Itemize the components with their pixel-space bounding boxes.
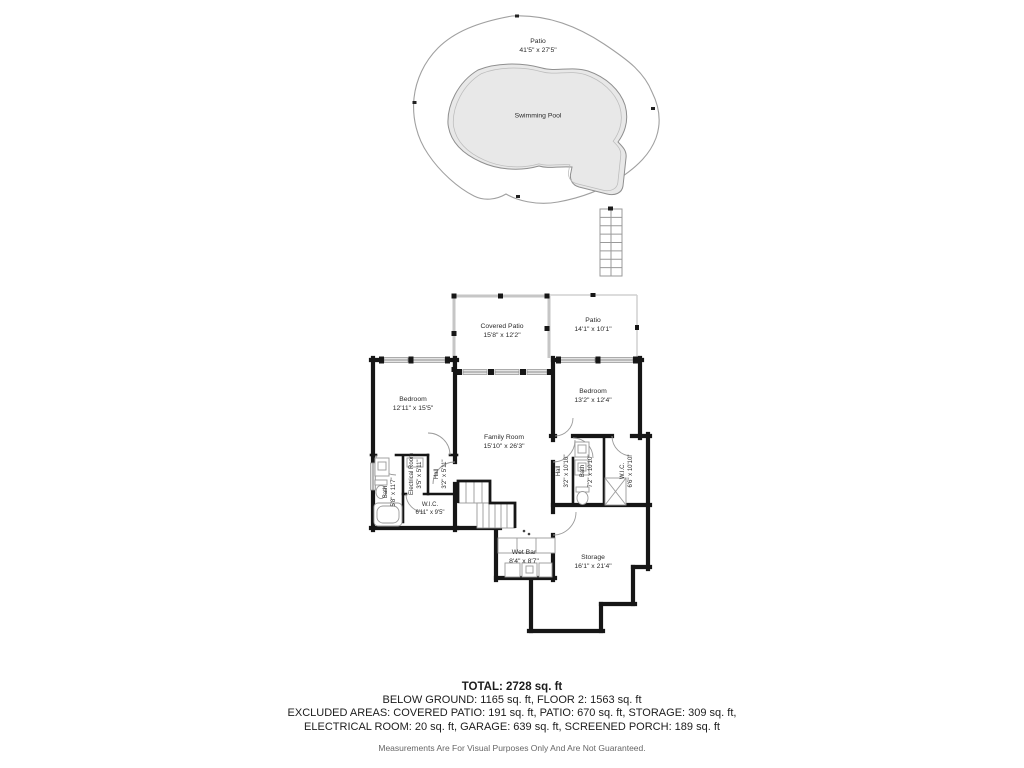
room-label-wet-bar (509, 548, 539, 566)
room-label-storage (574, 553, 611, 571)
room-dims: 16'1" x 21'4" (574, 563, 612, 570)
room-label-pool-patio (519, 37, 556, 55)
room-name: Covered Patio (480, 322, 524, 330)
room-label-family-room (483, 433, 524, 451)
room-label-covered-patio (480, 322, 523, 340)
swimming-pool-shape (448, 64, 627, 195)
room-dims: 6'11" x 9'5" (415, 510, 445, 516)
room-dims: 3'2" x 5'11" (442, 459, 448, 489)
room-dims: 5'8" x 11'7" (391, 477, 397, 507)
room-dims: 3'5" x 5'11" (417, 459, 423, 489)
room-label-hall-left (433, 459, 449, 488)
room-name: Bedroom (579, 387, 607, 395)
room-label-bedroom-right (574, 387, 611, 405)
room-dims: 6'6" x 10'10" (628, 454, 634, 488)
room-label-bedroom-left (393, 395, 434, 413)
room-label-wic-left (415, 501, 444, 517)
room-label-bath-right (579, 455, 595, 488)
disclaimer-text: Measurements Are For Visual Purposes Only And Are Not Guaranteed. (378, 742, 646, 753)
room-name: Electrical Room (408, 452, 415, 496)
room-dims: 41'5" x 27'5" (519, 47, 557, 54)
room-dims: 15'8" x 12'2" (483, 332, 521, 339)
room-name: Bath (382, 485, 389, 499)
room-name: Family Room (483, 433, 525, 441)
room-name: Bedroom (399, 395, 427, 403)
room-label-swimming-pool (515, 111, 562, 120)
room-label-electrical-room (408, 453, 424, 495)
room-dims: 14'1" x 10'1" (574, 326, 612, 333)
excluded-area-text2: ELECTRICAL ROOM: 20 sq. ft, GARAGE: 639 sq. ft, SCREENED PORCH: 189 sq. ft (304, 720, 720, 733)
room-label-wic-right (619, 455, 635, 488)
room-dims: 15'10" x 26'3" (483, 443, 525, 450)
room-dims: 8'4" x 8'7" (509, 558, 539, 565)
room-dims: 7'2" x 10'10" (588, 454, 594, 488)
room-name: Patio (530, 37, 546, 45)
room-name: Storage (581, 553, 605, 561)
room-dims: 3'2" x 10'10" (564, 454, 570, 488)
room-label-bath-left (382, 477, 398, 506)
room-name: Swimming Pool (514, 112, 562, 120)
room-name: Hall (555, 465, 562, 477)
room-label-patio-upper (574, 316, 611, 334)
excluded-area-text: EXCLUDED AREAS: COVERED PATIO: 191 sq. ft, PATIO: 670 sq. ft, STORAGE: 309 sq. ft, (287, 707, 737, 720)
room-name: Bath (579, 464, 586, 478)
room-dims: 12'11" x 15'5" (392, 405, 434, 412)
exterior-stairs (600, 207, 622, 277)
total-area-text: TOTAL: 2728 sq. ft (461, 681, 563, 693)
room-name: W.I.C. (421, 501, 439, 508)
room-name: Hall (433, 468, 440, 480)
room-label-hall-right (555, 455, 571, 488)
area-summary (0, 681, 1024, 755)
room-name: Wet Bar (511, 548, 537, 556)
floors-area-text: BELOW GROUND: 1165 sq. ft, FLOOR 2: 1563 sq. ft (382, 694, 642, 707)
room-name: Patio (585, 316, 601, 324)
room-name: W.I.C. (619, 462, 626, 480)
room-dims: 13'2" x 12'4" (574, 397, 612, 404)
